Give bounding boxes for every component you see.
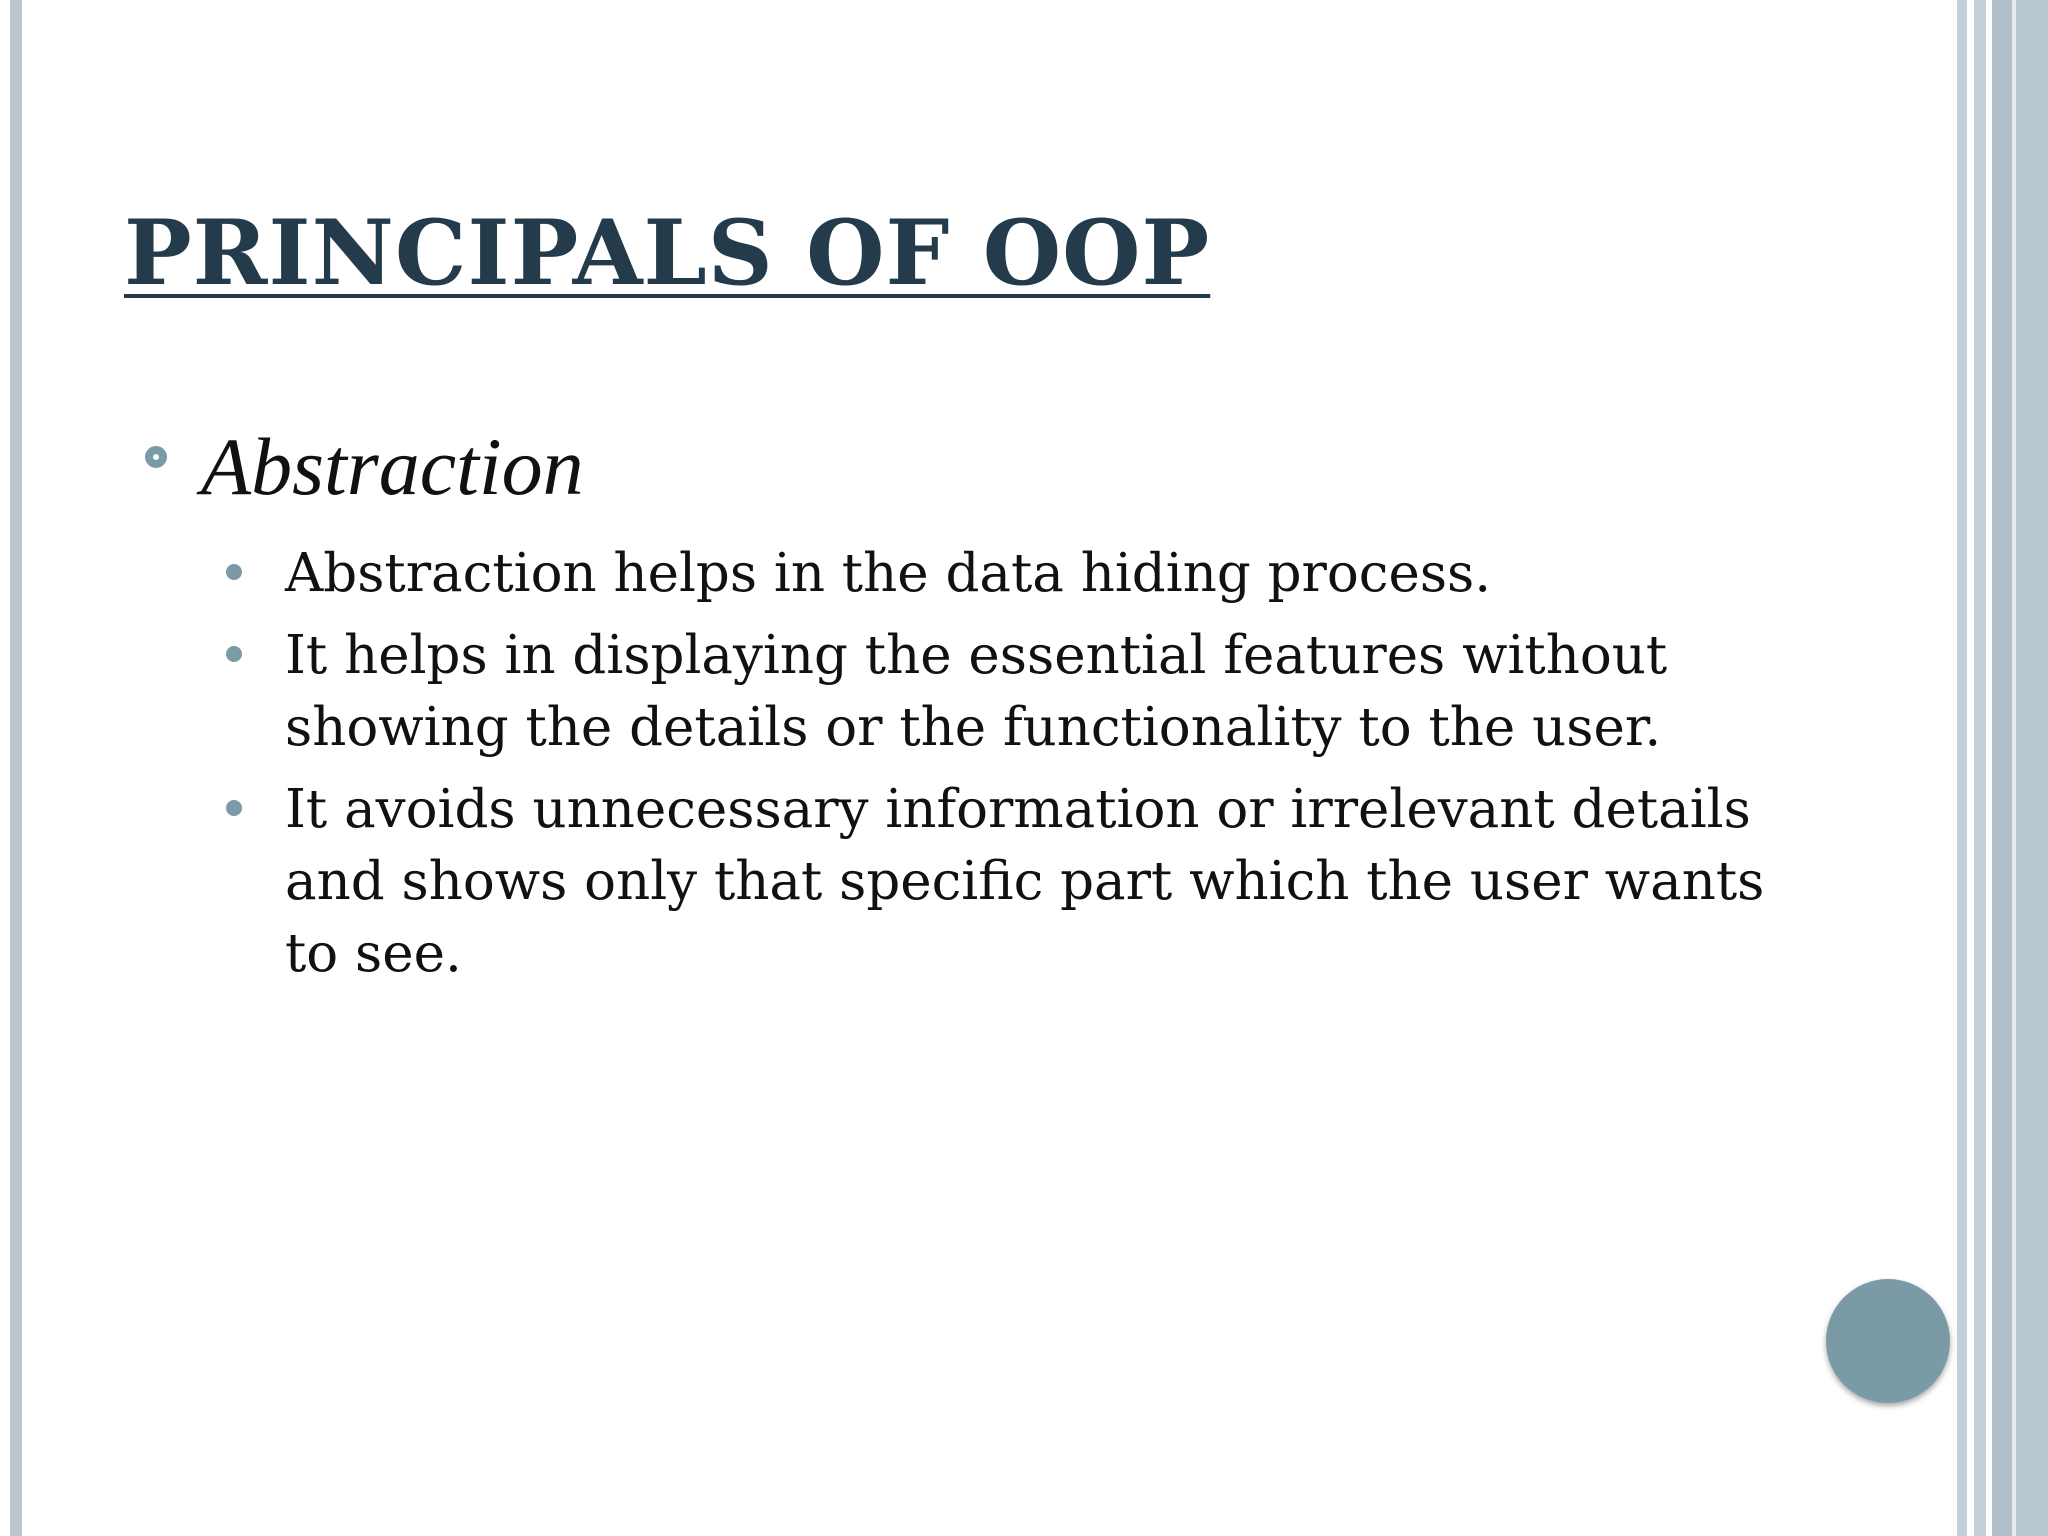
list-item	[220, 620, 1780, 764]
topic-label: Abstraction	[201, 421, 584, 512]
filled-dot-icon	[226, 800, 242, 816]
bullet-list	[220, 538, 1780, 1000]
bullet-text: Abstraction helps in the data hiding process.	[285, 543, 1492, 604]
right-decorative-stripes	[1957, 0, 2048, 1536]
filled-dot-icon	[226, 564, 242, 580]
circle-decoration-icon	[1826, 1279, 1950, 1403]
list-item	[220, 774, 1780, 990]
stripe	[1967, 0, 1974, 1536]
stripe	[1974, 0, 1986, 1536]
list-item	[220, 538, 1780, 610]
filled-dot-icon	[226, 646, 242, 662]
hollow-ring-icon	[145, 446, 167, 468]
slide-title: PRINCIPALS OF OOP	[124, 200, 1211, 306]
bullet-text: It avoids unnecessary information or irrelevant details and shows only that specific part which the user wants to see.	[285, 779, 1765, 984]
stripe	[1957, 0, 1967, 1536]
bullet-text: It helps in displaying the essential features without showing the details or the functionality to the user.	[285, 625, 1668, 758]
stripe	[2016, 0, 2048, 1536]
stripe	[1992, 0, 2012, 1536]
left-border-bar	[10, 0, 22, 1536]
